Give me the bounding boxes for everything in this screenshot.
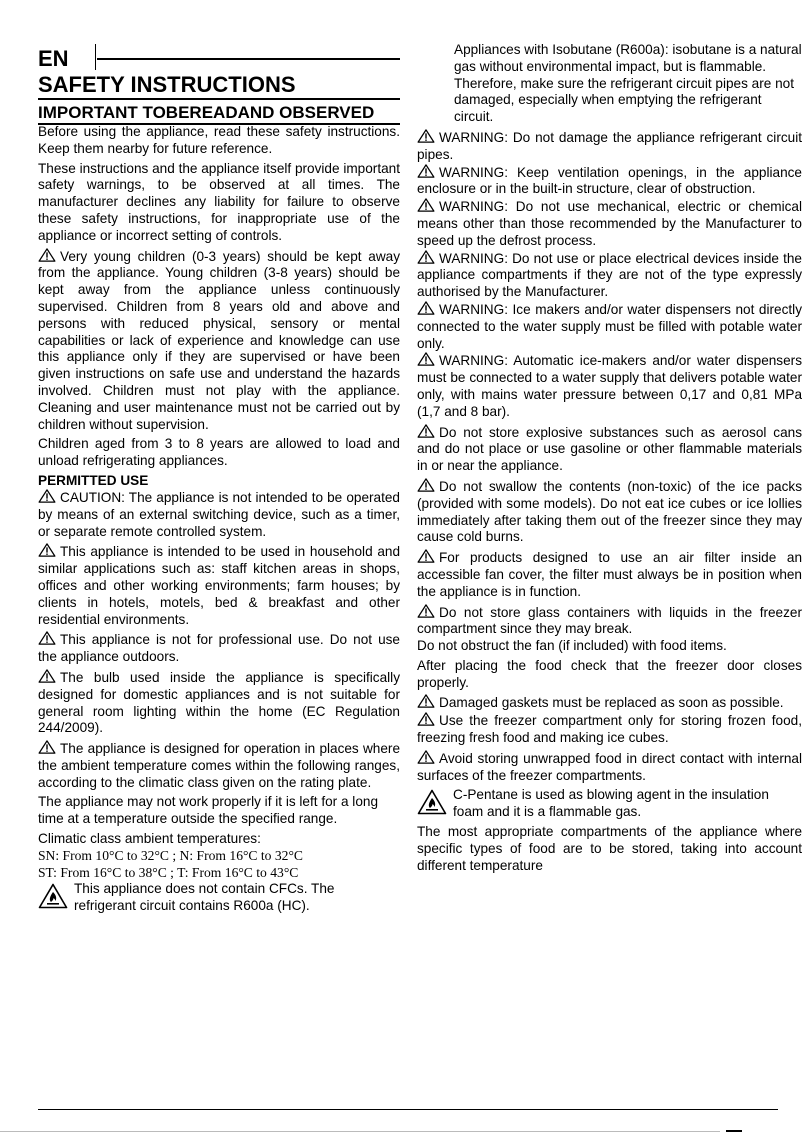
warning-icon [417,250,435,264]
children-paragraph [38,248,400,434]
household-use-paragraph [38,543,400,628]
warning-icon [417,604,435,618]
electrical-devices-warning [417,250,802,301]
right-column [417,42,802,874]
permitted-use-heading: PERMITTED USE [38,472,149,488]
title-rule [38,98,400,100]
warning-icon [417,478,435,492]
defrost-text: WARNING: Do not use mechanical, electric or chemical means other than those recommended by the Manufacturer to speed up the defrost process. [417,199,802,248]
gaskets-paragraph [417,694,802,712]
compartments-paragraph: The most appropriate compartments of the appliance where specific types of food are to be stored, taking into account different temperature [417,824,802,873]
household-use-text: This appliance is intended to be used in household and similar applications such as: staff kitchen areas in shops, offices and other working environments; farm houses; by clients in hotels, motels, bed & breakfast and other residential environments. [38,544,400,627]
unwrapped-food-text: Avoid storing unwrapped food in direct contact with internal surfaces of the freezer compartments. [417,750,802,783]
gaskets-text: Damaged gaskets must be replaced as soon as possible. [439,695,784,711]
bulb-text: The bulb used inside the appliance is specifically designed for domestic appliances and is not suitable for general room lighting within the home (EC Regulation 244/2009). [38,669,400,736]
left-column [38,124,400,915]
c-pentane-paragraph [417,787,802,821]
climate-sn-n: SN: From 10°C to 32°C ; N: From 16°C to 32°C [38,847,303,863]
fan-obstruction-paragraph: Do not obstruct the fan (if included) with food items. [417,638,727,654]
warning-icon [417,352,435,366]
warning-icon [417,750,435,764]
cfc-paragraph [38,881,400,915]
intro-paragraph: Before using the appliance, read these safety instructions. Keep them nearby for future reference. [38,124,400,156]
temperature-range-paragraph: The appliance may not work properly if it is left for a long time at a temperature outside the specified range. [38,794,379,827]
ice-packs-text: Do not swallow the contents (non-toxic) of the ice packs (provided with some models). Do not eat ice cubes or ice lollies immediately after taking them out of the freezer since they may cause cold burns. [417,478,802,545]
glass-containers-text: Do not store glass containers with liquids in the freezer compartment since they may break. [417,604,802,637]
unwrapped-food-paragraph [417,750,802,785]
warning-icon [417,129,435,143]
glass-containers-paragraph [417,604,802,639]
ambient-temperature-text: The appliance is designed for operation in places where the ambient temperature comes within the following ranges, according to the climatic class given on the rating plate. [38,741,400,790]
warning-icon [417,198,435,212]
warning-icon [417,712,435,726]
warning-icon [417,549,435,563]
caution-text: CAUTION: The appliance is not intended to be operated by means of an external switching device, such as a timer, or separate remote controlled system. [38,489,400,539]
professional-use-paragraph [38,631,400,666]
ventilation-text: WARNING: Keep ventilation openings, in the appliance enclosure or in the built-in structure, clear of obstruction. [417,164,802,197]
page-title: SAFETY INSTRUCTIONS [38,72,296,97]
warning-icon [417,694,435,708]
warning-icon [417,301,435,315]
section-subtitle: IMPORTANT TOBEREADAND OBSERVED [38,103,375,122]
ambient-temperature-paragraph [38,740,400,791]
children-text: Very young children (0-3 years) should be kept away from the appliance. Young children (3-8 years) should be kept away from the appliance unless continuously supervised. Children from 8 years old and above and persons with reduced physical, sensory or mental capabilities or lack of experience and knowledge can use this appliance only if they are supervised or have been given instructions on safe use and understand the hazards involved. Children must not play with the appliance. Cleaning and user maintenance must not be carried out by children without supervision. [38,248,400,432]
language-code: EN [38,46,69,71]
freezer-use-text: Use the freezer compartment only for storing frozen food, freezing fresh food and making ice cubes. [417,713,802,746]
footer-mark [726,1130,742,1132]
professional-use-text: This appliance is not for professional use. Do not use the appliance outdoors. [38,632,400,665]
warning-icon [38,669,56,683]
footer-light-rule [0,1131,720,1132]
warning-icon [38,631,56,645]
climate-st-t: ST: From 16°C to 38°C ; T: From 16°C to 43°C [38,864,299,880]
warning-icon [417,424,435,438]
warning-icon [417,164,435,178]
defrost-warning [417,198,802,249]
bulb-paragraph [38,669,400,737]
warning-icon [38,489,56,503]
water-supply-text: WARNING: Automatic ice-makers and/or water dispensers must be connected to a water supply that delivers potable water only, with mains water pressure between 0,17 and 0,81 MPa (1,7 and 8 bar). [417,353,802,419]
flammable-icon [417,789,447,815]
footer-rule [38,1109,778,1110]
electrical-devices-text: WARNING: Do not use or place electrical devices inside the appliance compartments if they are not of the type expressly authorised by the Manufacturer. [417,250,802,300]
refrigerant-pipes-text: WARNING: Do not damage the appliance refrigerant circuit pipes. [417,129,802,162]
isobutane-paragraph: Appliances with Isobutane (R600a): isobutane is a natural gas without environmental impact, but is flammable. Therefore, make sure the refrigerant circuit pipes are not damaged, especially when emptying the refrigerant circuit. [454,42,802,125]
ice-makers-text: WARNING: Ice makers and/or water dispensers not directly connected to the water supply must be filled with potable water only. [417,301,802,351]
ice-packs-paragraph [417,478,802,546]
ice-makers-warning [417,301,802,352]
header-vertical-bar [95,44,96,70]
freezer-use-paragraph [417,712,802,747]
climatic-class-heading: Climatic class ambient temperatures: [38,831,261,847]
refrigerant-pipes-warning [417,129,802,164]
flammable-icon [38,883,68,909]
manufacturer-warning-paragraph: These instructions and the appliance itself provide important safety warnings, to be observed at all times. The manufacturer declines any liability for failure to observe these safety instructions, for inappropriate use of the appliance or incorrect setting of controls. [38,160,400,243]
warning-icon [38,543,56,557]
warning-icon [38,248,56,262]
ventilation-warning [417,164,802,199]
explosive-substances-text: Do not store explosive substances such as aerosol cans and do not place or use gasoline or other flammable materials in or near the appliance. [417,424,802,474]
header-top-rule [97,58,400,60]
air-filter-paragraph [417,549,802,600]
cfc-text: This appliance does not contain CFCs. The refrigerant circuit contains R600a (HC). [74,881,335,914]
explosive-substances-paragraph [417,424,802,475]
air-filter-text: For products designed to use an air filter inside an accessible fan cover, the filter must always be in position when the appliance is in function. [417,550,802,599]
water-supply-warning [417,352,802,420]
freezer-door-paragraph: After placing the food check that the freezer door closes properly. [417,657,802,690]
caution-paragraph [38,489,400,540]
children-loading-paragraph: Children aged from 3 to 8 years are allowed to load and unload refrigerating appliances. [38,436,400,469]
warning-icon [38,740,56,754]
c-pentane-text: C-Pentane is used as blowing agent in the insulation foam and it is a flammable gas. [453,787,769,820]
